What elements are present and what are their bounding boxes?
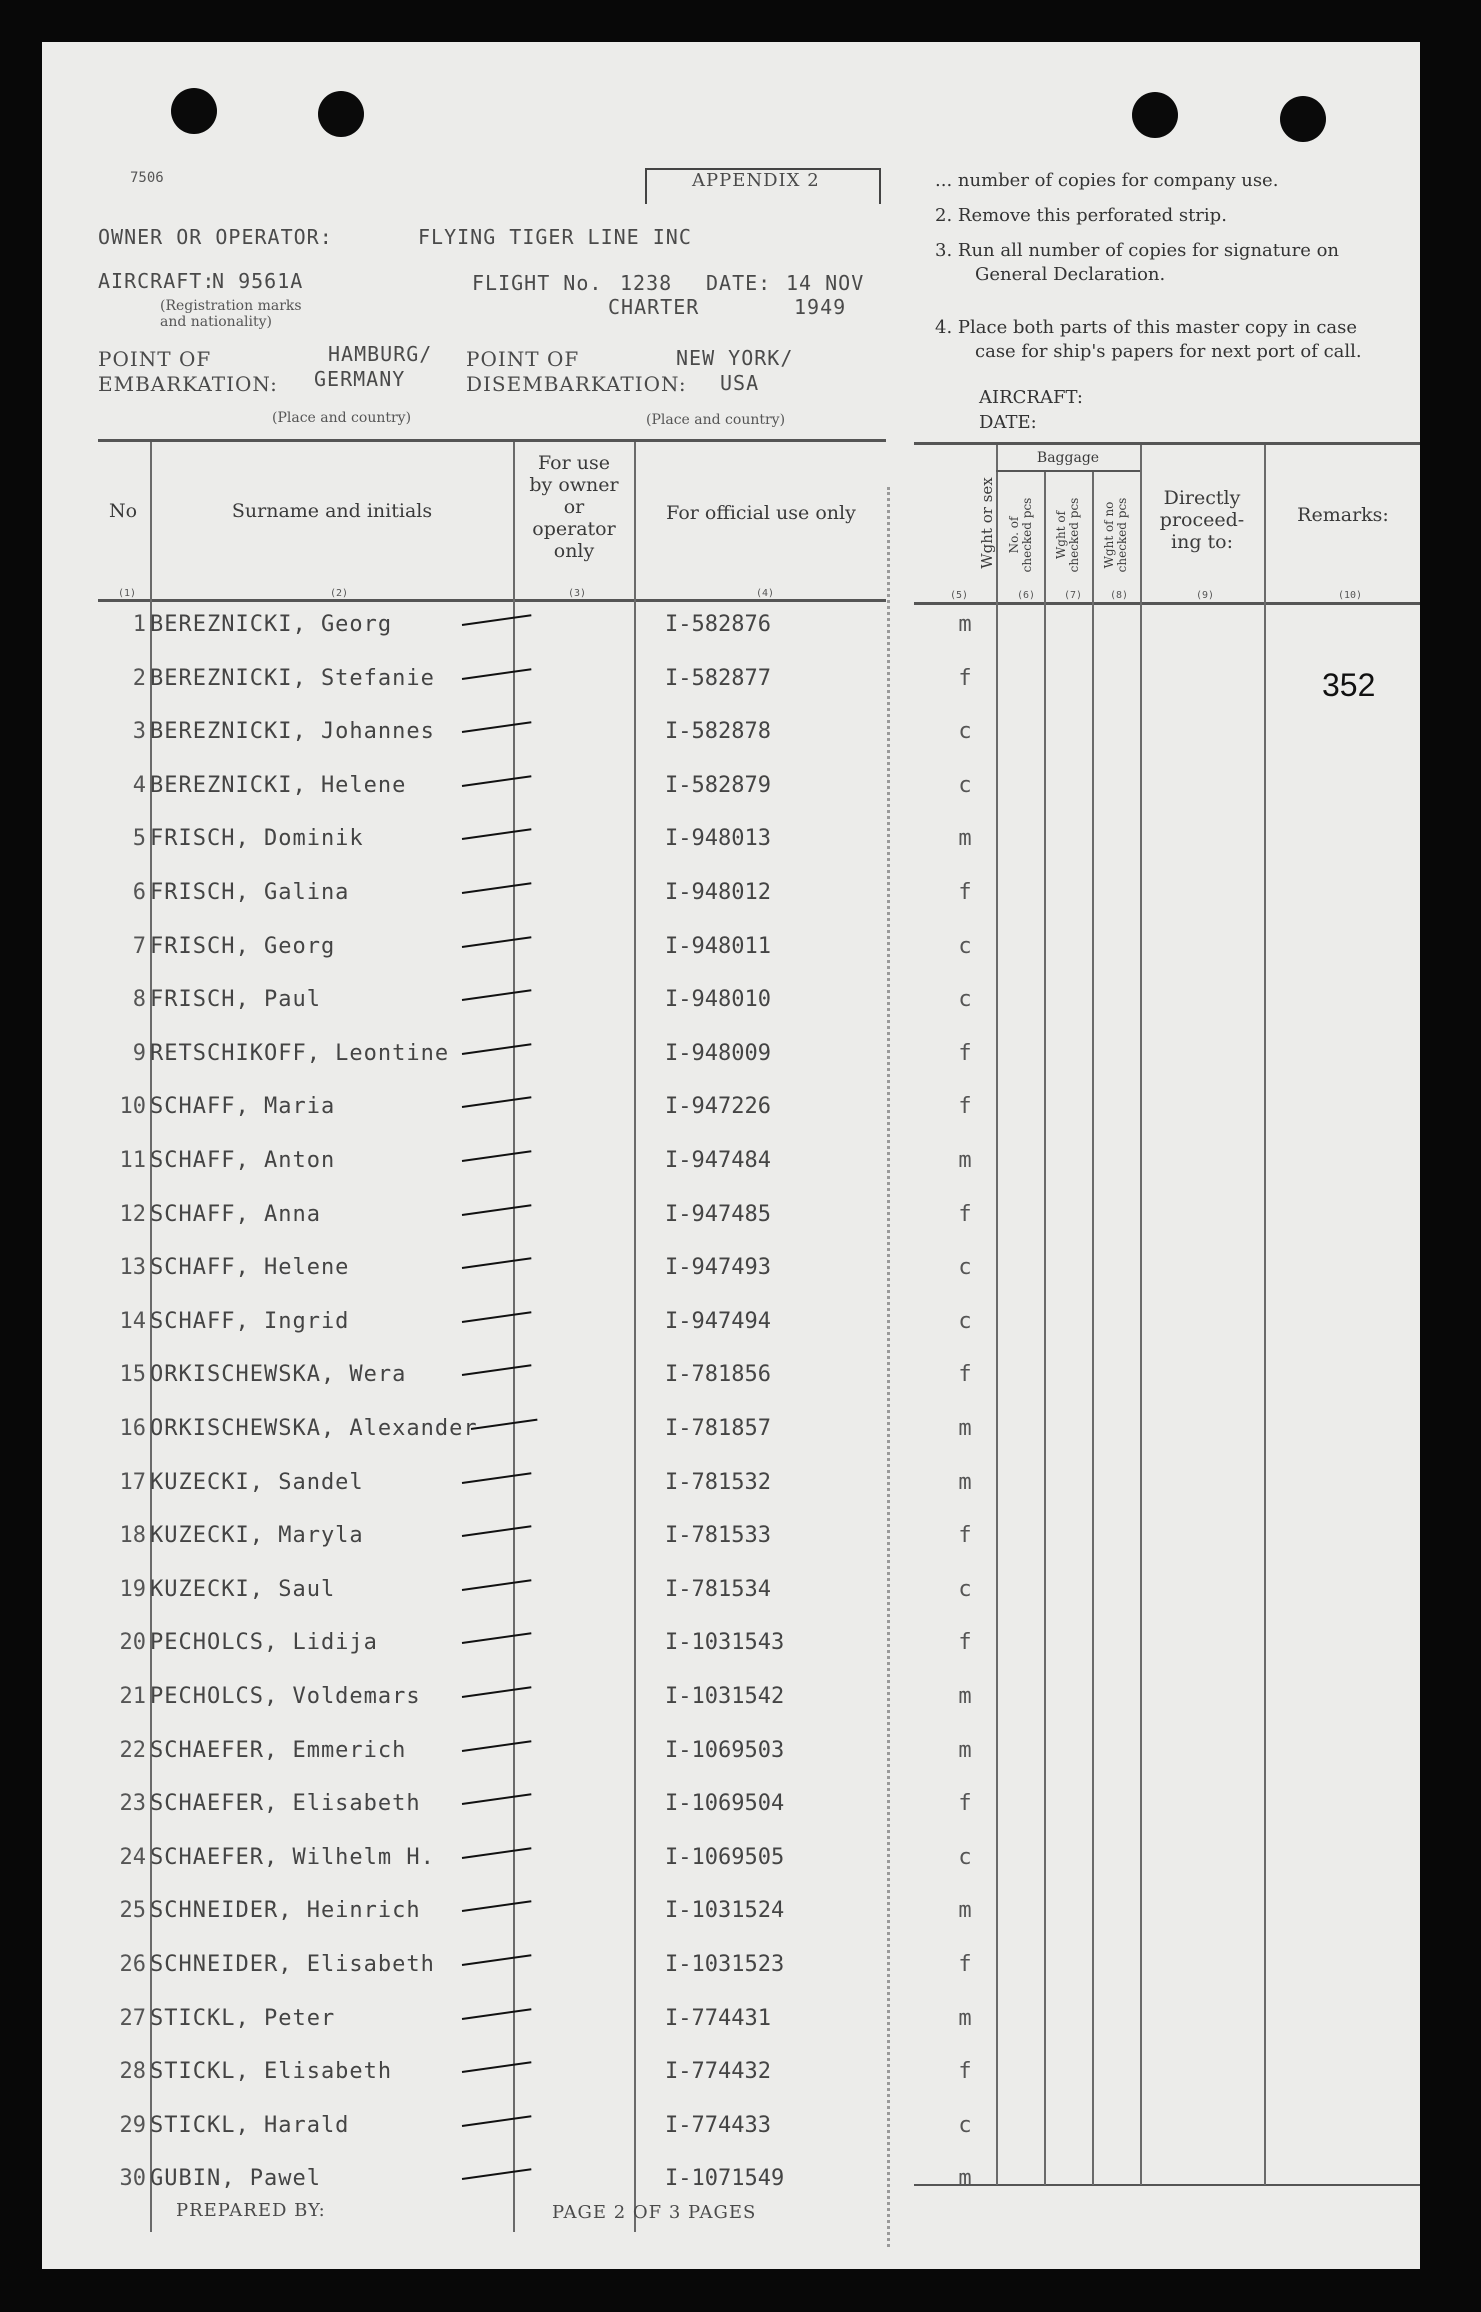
row-number: 7 xyxy=(132,933,146,959)
row-number: 27 xyxy=(119,2005,146,2031)
punch-hole xyxy=(318,91,364,137)
passenger-sex: m xyxy=(958,1148,972,1173)
passenger-sex: m xyxy=(958,826,972,852)
row-number: 15 xyxy=(119,1362,146,1388)
passenger-name: BEREZNICKI, Stefanie xyxy=(150,665,435,691)
col-index: (2) xyxy=(330,588,349,599)
table-row xyxy=(42,600,1420,653)
passenger-name: SCHAEFER, Wilhelm H. xyxy=(150,1844,435,1870)
col-index: (3) xyxy=(568,588,587,599)
table-row xyxy=(42,1404,1420,1457)
table-row xyxy=(42,1350,1420,1403)
check-mark xyxy=(462,1097,532,1109)
passenger-name: SCHAFF, Anton xyxy=(150,1148,336,1173)
official-id: I-582878 xyxy=(665,719,771,745)
col-header-weight-sex: Wght or sex xyxy=(978,477,996,569)
official-id: I-1031523 xyxy=(665,1952,785,1977)
check-mark xyxy=(462,1847,532,1859)
date-field-label: DATE: xyxy=(979,412,1037,433)
official-id: I-1071549 xyxy=(665,2166,785,2192)
form-number: 7506 xyxy=(130,170,164,186)
place-country-caption: (Place and country) xyxy=(272,410,412,426)
table-row xyxy=(42,975,1420,1028)
official-id: I-1069505 xyxy=(665,1844,785,1870)
row-number: 11 xyxy=(119,1148,146,1173)
official-id: I-1031543 xyxy=(665,1630,785,1656)
date-label: DATE: xyxy=(706,271,772,295)
table-row xyxy=(42,868,1420,921)
official-id: I-1031524 xyxy=(665,1898,785,1924)
passenger-sex: c xyxy=(958,1255,972,1281)
table-row xyxy=(42,1297,1420,1350)
col-index: (10) xyxy=(1338,590,1363,601)
passenger-sex: f xyxy=(958,1523,972,1549)
passenger-name: KUZECKI, Saul xyxy=(150,1576,336,1602)
instruction-2: 2. Remove this perforated strip. xyxy=(935,205,1227,226)
passenger-sex: f xyxy=(958,1630,972,1656)
col-header-wght-pcs: Wght of no checked pcs xyxy=(1102,497,1129,573)
passenger-sex: f xyxy=(958,1952,972,1977)
row-number: 30 xyxy=(119,2166,146,2192)
aircraft-label: AIRCRAFT: xyxy=(98,269,216,293)
passenger-name: ORKISCHEWSKA, Wera xyxy=(150,1362,407,1388)
table-row xyxy=(42,1994,1420,2047)
flight-label: FLIGHT No. xyxy=(472,271,603,295)
row-number: 17 xyxy=(119,1469,146,1495)
point-disembark-label: POINT OF xyxy=(466,347,580,371)
check-mark xyxy=(462,668,532,680)
table-top-rule xyxy=(98,439,886,442)
check-mark xyxy=(462,1793,532,1805)
passenger-sex: m xyxy=(958,1469,972,1495)
check-mark xyxy=(462,936,532,948)
col-index: (4) xyxy=(756,588,775,599)
row-number: 20 xyxy=(119,1630,146,1656)
passenger-sex: m xyxy=(958,612,972,637)
owner-value: FLYING TIGER LINE INC xyxy=(418,225,692,249)
passenger-sex: f xyxy=(958,1201,972,1227)
passenger-name: BEREZNICKI, Georg xyxy=(150,612,393,637)
col-header-surname: Surname and initials xyxy=(231,500,433,522)
check-mark xyxy=(462,1954,532,1966)
row-number: 18 xyxy=(119,1523,146,1549)
row-number: 14 xyxy=(119,1308,146,1334)
col-header-directly: Directly proceed- ing to: xyxy=(1159,487,1245,553)
official-id: I-781856 xyxy=(665,1362,771,1388)
table-row xyxy=(42,2047,1420,2100)
passenger-name: GUBIN, Pawel xyxy=(150,2166,321,2192)
appendix-label: APPENDIX 2 xyxy=(692,170,820,191)
passenger-sex: c xyxy=(958,772,972,798)
punch-hole xyxy=(1280,96,1326,142)
official-id: I-1069504 xyxy=(665,1791,785,1817)
check-mark xyxy=(462,1633,532,1645)
table-row xyxy=(42,1082,1420,1135)
official-id: I-948010 xyxy=(665,987,771,1013)
row-number: 10 xyxy=(119,1094,146,1120)
check-mark xyxy=(462,1043,532,1055)
passenger-name: FRISCH, Dominik xyxy=(150,826,364,852)
table-row xyxy=(42,1136,1420,1189)
official-id: I-948013 xyxy=(665,826,771,852)
row-number: 23 xyxy=(119,1791,146,1817)
check-mark xyxy=(462,1150,532,1162)
row-number: 2 xyxy=(132,665,146,691)
disembark-country: USA xyxy=(720,371,760,395)
table-row xyxy=(42,1243,1420,1296)
official-id: I-781857 xyxy=(665,1416,771,1441)
passenger-name: BEREZNICKI, Johannes xyxy=(150,719,435,745)
passenger-name: PECHOLCS, Lidija xyxy=(150,1630,378,1656)
official-id: I-582876 xyxy=(665,612,771,637)
table-row xyxy=(42,2101,1420,2154)
passenger-sex: m xyxy=(958,1898,972,1924)
check-mark xyxy=(462,1579,532,1591)
row-number: 21 xyxy=(119,1684,146,1709)
date-value: 14 NOV xyxy=(786,271,865,295)
official-id: I-948011 xyxy=(665,933,771,959)
passenger-name: PECHOLCS, Voldemars xyxy=(150,1684,421,1709)
embark-city: HAMBURG/ xyxy=(328,342,433,366)
official-id: I-947226 xyxy=(665,1094,771,1120)
col-index: (1) xyxy=(118,588,137,599)
check-mark xyxy=(470,1419,537,1430)
check-mark xyxy=(462,882,532,894)
prepared-by-label: PREPARED BY: xyxy=(176,2200,326,2221)
check-mark xyxy=(462,2115,532,2127)
table-row xyxy=(42,1458,1420,1511)
year-value: 1949 xyxy=(794,295,847,319)
punch-hole xyxy=(1132,92,1178,138)
official-id: I-781533 xyxy=(665,1523,771,1549)
passenger-name: SCHAFF, Anna xyxy=(150,1201,321,1227)
passenger-sex: f xyxy=(958,1094,972,1120)
passenger-name: FRISCH, Paul xyxy=(150,987,321,1013)
col-index: (6) xyxy=(1017,590,1036,601)
check-mark xyxy=(462,721,532,733)
point-embark-label: POINT OF xyxy=(98,347,212,371)
row-number: 13 xyxy=(119,1255,146,1281)
row-number: 6 xyxy=(132,880,146,905)
passenger-name: SCHNEIDER, Elisabeth xyxy=(150,1952,435,1977)
row-number: 12 xyxy=(119,1201,146,1227)
instruction-4b: case for ship's papers for next port of call. xyxy=(975,341,1362,362)
passenger-sex: f xyxy=(958,1362,972,1388)
passenger-name: SCHAEFER, Elisabeth xyxy=(150,1791,421,1817)
passenger-sex: m xyxy=(958,1416,972,1441)
check-mark xyxy=(462,1901,532,1913)
row-number: 9 xyxy=(132,1040,146,1066)
col-index: (5) xyxy=(950,590,969,601)
official-id: I-1031542 xyxy=(665,1684,785,1709)
official-id: I-1069503 xyxy=(665,1737,785,1763)
table-row xyxy=(42,654,1420,707)
table-row xyxy=(42,707,1420,760)
col-header-no: No xyxy=(108,500,138,522)
col-header-pcs: No. of checked pcs xyxy=(1007,497,1034,573)
passenger-sex: m xyxy=(958,1684,972,1709)
check-mark xyxy=(462,2008,532,2020)
row-number: 24 xyxy=(119,1844,146,1870)
passenger-name: STICKL, Harald xyxy=(150,2112,350,2138)
instruction-1: ... number of copies for company use. xyxy=(935,170,1279,191)
aircraft-note: (Registration marks and nationality) xyxy=(160,298,302,330)
check-mark xyxy=(462,2061,532,2073)
row-number: 8 xyxy=(132,987,146,1013)
document-page xyxy=(42,42,1420,2269)
owner-label: OWNER OR OPERATOR: xyxy=(98,225,333,249)
row-number: 5 xyxy=(132,826,146,852)
page-stamp-number: 352 xyxy=(1322,667,1376,703)
row-number: 29 xyxy=(119,2112,146,2138)
passenger-name: SCHAFF, Maria xyxy=(150,1094,336,1120)
table-row xyxy=(42,1940,1420,1993)
table-row xyxy=(42,1511,1420,1564)
check-mark xyxy=(462,1204,532,1216)
official-id: I-781534 xyxy=(665,1576,771,1602)
col-header-owner: For use by owner or operator only xyxy=(529,452,619,562)
check-mark xyxy=(462,614,532,626)
col-header-baggage: Baggage xyxy=(1036,450,1100,466)
table-row xyxy=(42,1726,1420,1779)
col-header-official: For official use only xyxy=(666,502,856,524)
table-row xyxy=(42,1779,1420,1832)
place-country-caption-2: (Place and country) xyxy=(646,412,786,428)
official-id: I-774431 xyxy=(665,2005,771,2031)
col-index: (8) xyxy=(1110,590,1129,601)
check-mark xyxy=(462,1257,532,1269)
page-count: PAGE 2 OF 3 PAGES xyxy=(552,2202,757,2223)
col-index: (7) xyxy=(1064,590,1083,601)
official-id: I-582879 xyxy=(665,772,771,798)
embark-country: GERMANY xyxy=(314,367,406,391)
official-id: I-947494 xyxy=(665,1308,771,1334)
row-number: 22 xyxy=(119,1737,146,1763)
passenger-sex: f xyxy=(958,665,972,691)
check-mark xyxy=(462,1525,532,1537)
table-row xyxy=(42,1029,1420,1082)
point-embark-label-2: EMBARKATION: xyxy=(98,372,278,396)
passenger-sex: f xyxy=(958,1040,972,1066)
table-row xyxy=(42,1672,1420,1725)
table-top-rule-right xyxy=(914,442,1420,445)
check-mark xyxy=(462,1365,532,1377)
table-row xyxy=(42,814,1420,867)
passenger-name: KUZECKI, Maryla xyxy=(150,1523,364,1549)
flight-value: 1238 xyxy=(620,271,673,295)
passenger-sex: c xyxy=(958,719,972,745)
table-row xyxy=(42,922,1420,975)
passenger-name: FRISCH, Galina xyxy=(150,880,350,905)
passenger-sex: m xyxy=(958,2166,972,2192)
passenger-sex: c xyxy=(958,987,972,1013)
official-id: I-947485 xyxy=(665,1201,771,1227)
check-mark xyxy=(462,2169,532,2181)
table-row xyxy=(42,761,1420,814)
table-row xyxy=(42,1618,1420,1671)
passenger-name: RETSCHIKOFF, Leontine xyxy=(150,1040,450,1066)
passenger-sex: f xyxy=(958,880,972,905)
instruction-3b: General Declaration. xyxy=(975,264,1166,285)
disembark-city: NEW YORK/ xyxy=(676,346,794,370)
passenger-name: STICKL, Peter xyxy=(150,2005,336,2031)
point-disembark-label-2: DISEMBARKATION: xyxy=(466,372,687,396)
passenger-name: ORKISCHEWSKA, Alexander xyxy=(150,1416,478,1441)
check-mark xyxy=(462,775,532,787)
passenger-sex: c xyxy=(958,1576,972,1602)
official-id: I-947493 xyxy=(665,1255,771,1281)
passenger-name: SCHAFF, Ingrid xyxy=(150,1308,350,1334)
row-number: 16 xyxy=(119,1416,146,1441)
check-mark xyxy=(462,1686,532,1698)
aircraft-field-label: AIRCRAFT: xyxy=(979,387,1083,408)
passenger-sex: c xyxy=(958,1308,972,1334)
col-index: (9) xyxy=(1196,590,1215,601)
row-number: 19 xyxy=(119,1576,146,1602)
col-header-wght: Wght of checked pcs xyxy=(1054,497,1081,573)
passenger-name: STICKL, Elisabeth xyxy=(150,2059,393,2085)
aircraft-value: N 9561A xyxy=(212,269,304,293)
table-row xyxy=(42,1190,1420,1243)
official-id: I-948009 xyxy=(665,1040,771,1066)
official-id: I-948012 xyxy=(665,880,771,905)
instruction-3: 3. Run all number of copies for signature on xyxy=(935,240,1340,261)
official-id: I-774432 xyxy=(665,2059,771,2085)
table-row xyxy=(42,1886,1420,1939)
check-mark xyxy=(462,829,532,841)
check-mark xyxy=(462,1311,532,1323)
official-id: I-774433 xyxy=(665,2112,771,2138)
table-row xyxy=(42,1565,1420,1618)
table-row xyxy=(42,1833,1420,1886)
check-mark xyxy=(462,1472,532,1484)
passenger-name: SCHAEFER, Emmerich xyxy=(150,1737,407,1763)
passenger-sex: m xyxy=(958,1737,972,1763)
row-number: 26 xyxy=(119,1952,146,1977)
passenger-name: SCHAFF, Helene xyxy=(150,1255,350,1281)
passenger-sex: m xyxy=(958,2005,972,2031)
passenger-sex: f xyxy=(958,1791,972,1817)
instruction-4: 4. Place both parts of this master copy in case xyxy=(935,317,1358,338)
official-id: I-781532 xyxy=(665,1469,771,1495)
punch-hole xyxy=(171,88,217,134)
col-header-remarks: Remarks: xyxy=(1297,504,1389,526)
passenger-sex: c xyxy=(958,1844,972,1870)
passenger-sex: c xyxy=(958,933,972,959)
passenger-name: BEREZNICKI, Helene xyxy=(150,772,407,798)
check-mark xyxy=(462,989,532,1001)
passenger-name: SCHNEIDER, Heinrich xyxy=(150,1898,421,1924)
charter-value: CHARTER xyxy=(608,295,700,319)
row-number: 1 xyxy=(132,612,146,637)
passenger-name: FRISCH, Georg xyxy=(150,933,336,959)
check-mark xyxy=(462,1740,532,1752)
baggage-rule xyxy=(996,470,1140,472)
row-number: 3 xyxy=(132,719,146,745)
passenger-name: KUZECKI, Sandel xyxy=(150,1469,364,1495)
passenger-sex: f xyxy=(958,2059,972,2085)
row-number: 4 xyxy=(132,772,146,798)
official-id: I-582877 xyxy=(665,665,771,691)
passenger-sex: c xyxy=(958,2112,972,2138)
row-number: 28 xyxy=(119,2059,146,2085)
official-id: I-947484 xyxy=(665,1148,771,1173)
row-number: 25 xyxy=(119,1898,146,1924)
